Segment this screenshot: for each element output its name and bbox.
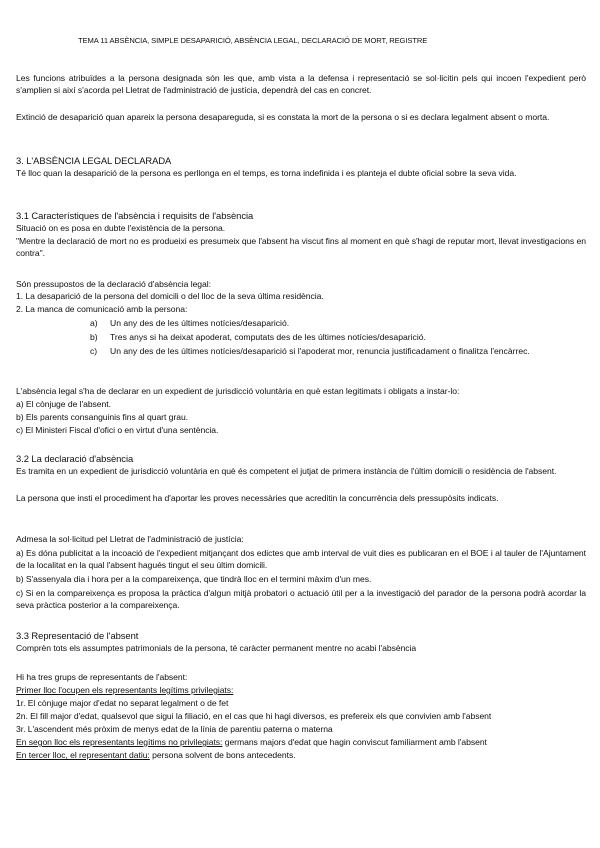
presupposition-2: 2. La manca de comunicació amb la persona: xyxy=(16,304,188,314)
section-3-1-heading: 3.1 Característiques de l'absència i requisits de l'absència xyxy=(16,210,254,221)
intro-paragraph-1: Les funcions atribuïdes a la persona designada són les que, amb vista a la defensa i representació se sol·licitin pels qui incoen l'expedient però s'amplien si així s'acorda pel Lletrat de l'administració de justícia, dependrà del cas en concret. xyxy=(16,73,586,96)
sub-item-marker: c) xyxy=(90,346,98,356)
sub-item-c xyxy=(90,345,586,357)
legitimated-item-c: c) El Ministeri Fiscal d'ofici o en virtut d'una sentència. xyxy=(16,425,219,435)
sub-item-text: Un any des de les últimes notícies/desaparició. xyxy=(110,318,290,328)
section-3-text: Té lloc quan la desaparició de la persona es perllonga en el temps, es torna indefinida i es planteja el dubte oficial sobre la seva vida. xyxy=(16,168,517,178)
second-group-line xyxy=(16,736,487,748)
second-group-text: germans majors d'edat que hagin conviscut familiarment amb l'absent xyxy=(222,737,487,747)
third-group-text: persona solvent de bons antecedents. xyxy=(149,750,296,760)
first-group-item-2: 2n. El fill major d'edat, qualsevol que sigui la filiació, en el cas que hi hagi diversos, es prefereix els que convivien amb l'absent xyxy=(16,711,492,721)
sub-item-b xyxy=(90,331,586,343)
page-header-title: TEMA 11 ABSÈNCIA, SIMPLE DESAPARICIÓ, ABSÈNCIA LEGAL, DECLARACIÓ DE MORT, REGISTRE xyxy=(78,36,428,45)
section-3-2-paragraph-1: Es tramita en un expedient de jurisdicció voluntària en què és competent el jutjat de primera instància de l'últim domicili o residència de l'absent. xyxy=(16,466,557,476)
sub-item-a xyxy=(90,317,586,329)
sub-item-marker: b) xyxy=(90,332,98,342)
admitted-item-c: c) Si en la compareixença es proposa la pràctica d'algun mitjà probatori o actuació útil per a la investigació del parador de la persona podrà acordar la seva pràctica posterior a la compareixença. xyxy=(16,588,586,611)
admitted-intro: Admesa la sol·licitud pel Lletrat de l'administració de justícia: xyxy=(16,534,244,544)
section-3-3-heading: 3.3 Representació de l'absent xyxy=(16,630,139,641)
intro-paragraph-2: Extinció de desaparició quan apareix la persona desapareguda, si es constata la mort de la persona o si es declara legalment absent o morta. xyxy=(16,112,550,122)
legitimated-item-a: a) El cònjuge de l'absent. xyxy=(16,399,111,409)
legitimated-item-b: b) Els parents consanguinis fins al quart grau. xyxy=(16,412,189,422)
presupposition-1: 1. La desaparició de la persona del domicili o del lloc de la seva última residència. xyxy=(16,291,324,301)
first-group-label: Primer lloc l'ocupen els representants legítims privilegiats: xyxy=(16,685,234,695)
third-group-label: En tercer lloc, el representant datiu: xyxy=(16,750,150,760)
sub-item-text: Tres anys si ha deixat apoderat, computats des de les últimes notícies/desaparició. xyxy=(110,332,426,342)
admitted-item-b: b) S'assenyala dia i hora per a la compareixença, que tindrà lloc en el termini màxim d'un mes. xyxy=(16,574,372,584)
section-3-1-quote: "Mentre la declaració de mort no es produeixi es presumeix que l'absent ha viscut fins al moment en què s'hagi de reputar mort, llevat investigacions en contra". xyxy=(16,236,586,259)
sub-item-text: Un any des de les últimes notícies/desaparició si l'apoderat mor, renuncia justificadament o finalitza l'encàrrec. xyxy=(110,346,530,356)
section-3-heading: 3. L'ABSÈNCIA LEGAL DECLARADA xyxy=(16,155,172,166)
presuppositions-intro: Són pressupostos de la declaració d'absència legal: xyxy=(16,279,211,289)
section-3-1-line: Situació on es posa en dubte l'existència de la persona. xyxy=(16,223,226,233)
sub-item-marker: a) xyxy=(90,318,98,328)
legitimated-intro: L'absència legal s'ha de declarar en un expedient de jurisdicció voluntària en què estan legitimats i obligats a instar-lo: xyxy=(16,386,460,396)
first-group-item-3: 3r. L'ascendent més pròxim de menys edat de la línia de parentiu paterna o materna xyxy=(16,724,333,734)
section-3-3-line: Comprèn tots els assumptes patrimonials de la persona, té caràcter permanent mentre no acabi l'absència xyxy=(16,643,417,653)
section-3-2-paragraph-2: La persona que insti el procediment ha d'aportar les proves necessàries que acreditin la concurrència dels pressupòsits indicats. xyxy=(16,493,499,503)
second-group-label: En segon lloc els representants legítims no privilegiats: xyxy=(16,737,223,747)
first-group-item-1: 1r. El cònjuge major d'edat no separat legalment o de fet xyxy=(16,698,229,708)
groups-intro: Hi ha tres grups de representants de l'absent: xyxy=(16,672,188,682)
section-3-2-heading: 3.2 La declaració d'absència xyxy=(16,453,134,464)
third-group-line xyxy=(16,749,296,761)
admitted-item-a: a) Es dóna publicitat a la incoació de l'expedient mitjançant dos edictes que amb interval de vuit dies es publicaran en el BOE i al tauler de l'Ajuntament de la localitat en la qual l'absent hagués tingut el seu últim domicili. xyxy=(16,548,586,571)
